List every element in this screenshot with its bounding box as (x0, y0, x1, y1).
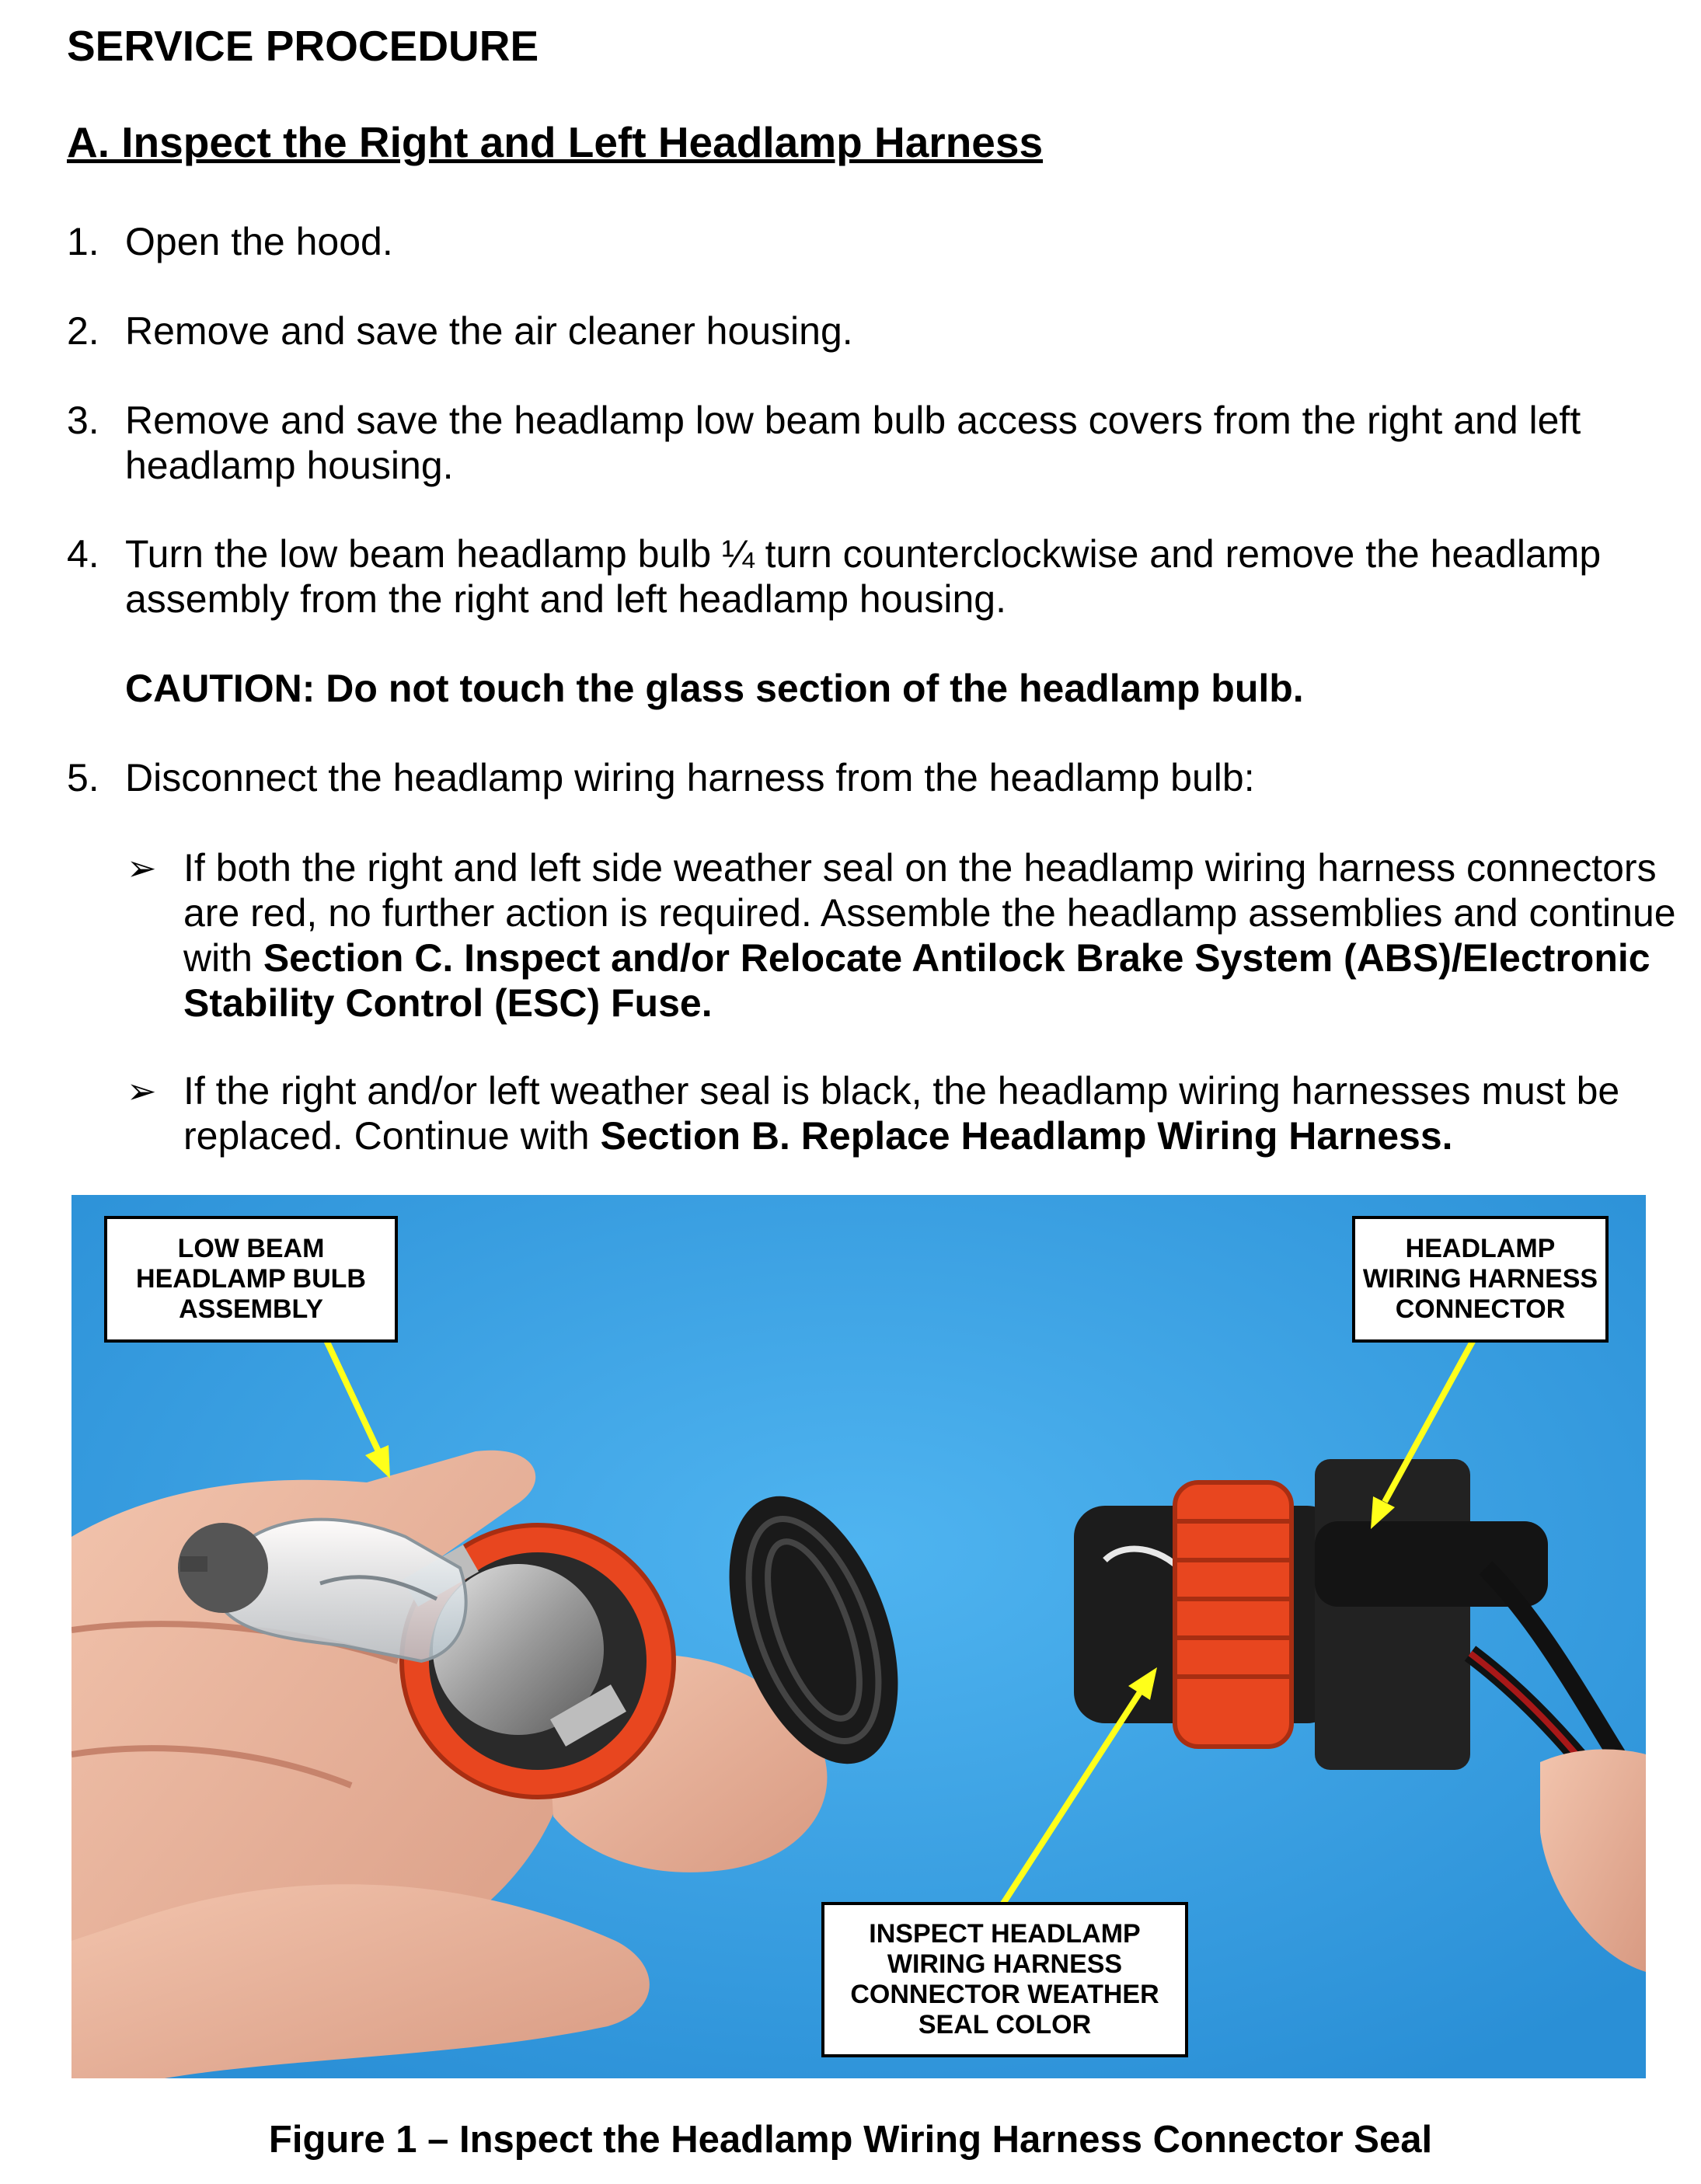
step-line: headlamp housing. (125, 444, 454, 487)
callout-bulb-label (104, 1216, 398, 1343)
step-line: Remove and save the headlamp low beam bulb access covers from the right and left (125, 399, 1581, 442)
section-reference: Section B. Replace Headlamp Wiring Harness. (600, 1114, 1453, 1158)
step-text: Open the hood. (125, 220, 393, 263)
bullet-line: If the right and/or left weather seal is black, the headlamp wiring harnesses must be (183, 1069, 1620, 1113)
figure-caption: Figure 1 – Inspect the Headlamp Wiring Harness Connector Seal (268, 2119, 1433, 2161)
bullet-line (183, 935, 1695, 981)
bullet-plain: with (183, 936, 263, 980)
step-line: Turn the low beam headlamp bulb ¼ turn counterclockwise and remove the headlamp (125, 532, 1602, 576)
callout-line: CONNECTOR WEATHER (850, 1980, 1159, 2009)
callout-line: ASSEMBLY (179, 1294, 323, 1324)
step-text: Disconnect the headlamp wiring harness from the headlamp bulb: (125, 756, 1255, 799)
step-text (125, 531, 1679, 622)
bullet-text (183, 1068, 1695, 1158)
step-text (125, 398, 1679, 488)
callout-connector-label (1352, 1216, 1609, 1343)
callout-line: WIRING HARNESS (1362, 1264, 1598, 1294)
page-heading: SERVICE PROCEDURE (67, 22, 539, 70)
arrow-bullet-icon: ➢ (127, 848, 157, 888)
callout-line: CONNECTOR (1395, 1294, 1566, 1324)
step-number: 4. (67, 532, 99, 576)
bullet-text (183, 845, 1695, 1026)
step-line: assembly from the right and left headlamp housing. (125, 577, 1006, 621)
step-number: 5. (67, 756, 99, 799)
connector-weather-seal (1175, 1482, 1291, 1747)
bullet-line: If both the right and left side weather seal on the headlamp wiring harness connectors (183, 846, 1657, 890)
callout-line: SEAL COLOR (918, 2010, 1092, 2039)
bullet-line (183, 981, 1695, 1026)
caution-note: CAUTION: Do not touch the glass section of the headlamp bulb. (125, 667, 1304, 710)
callout-line: HEADLAMP (1405, 1234, 1556, 1263)
callout-line: WIRING HARNESS (887, 1949, 1123, 1979)
arrow-bullet-icon: ➢ (127, 1071, 157, 1111)
bullet-line (183, 1113, 1695, 1158)
callout-seal-label (821, 1902, 1188, 2057)
section-reference: Stability Control (ESC) Fuse. (183, 981, 713, 1025)
bullet-plain: replaced. Continue with (183, 1114, 601, 1158)
step-number: 3. (67, 399, 99, 442)
section-reference: Section C. Inspect and/or Relocate Antilock Brake System (ABS)/Electronic (263, 936, 1650, 980)
bullet-line: are red, no further action is required. Assemble the headlamp assemblies and continue (183, 891, 1676, 935)
section-title: A. Inspect the Right and Left Headlamp Harness (67, 118, 1044, 166)
step-text: Remove and save the air cleaner housing. (125, 309, 853, 353)
figure-photo (71, 1195, 1646, 2078)
callout-line: INSPECT HEADLAMP (869, 1919, 1141, 1949)
step-number: 1. (67, 220, 99, 263)
callout-line: HEADLAMP BULB (136, 1264, 366, 1294)
step-number: 2. (67, 309, 99, 353)
callout-line: LOW BEAM (177, 1234, 325, 1263)
